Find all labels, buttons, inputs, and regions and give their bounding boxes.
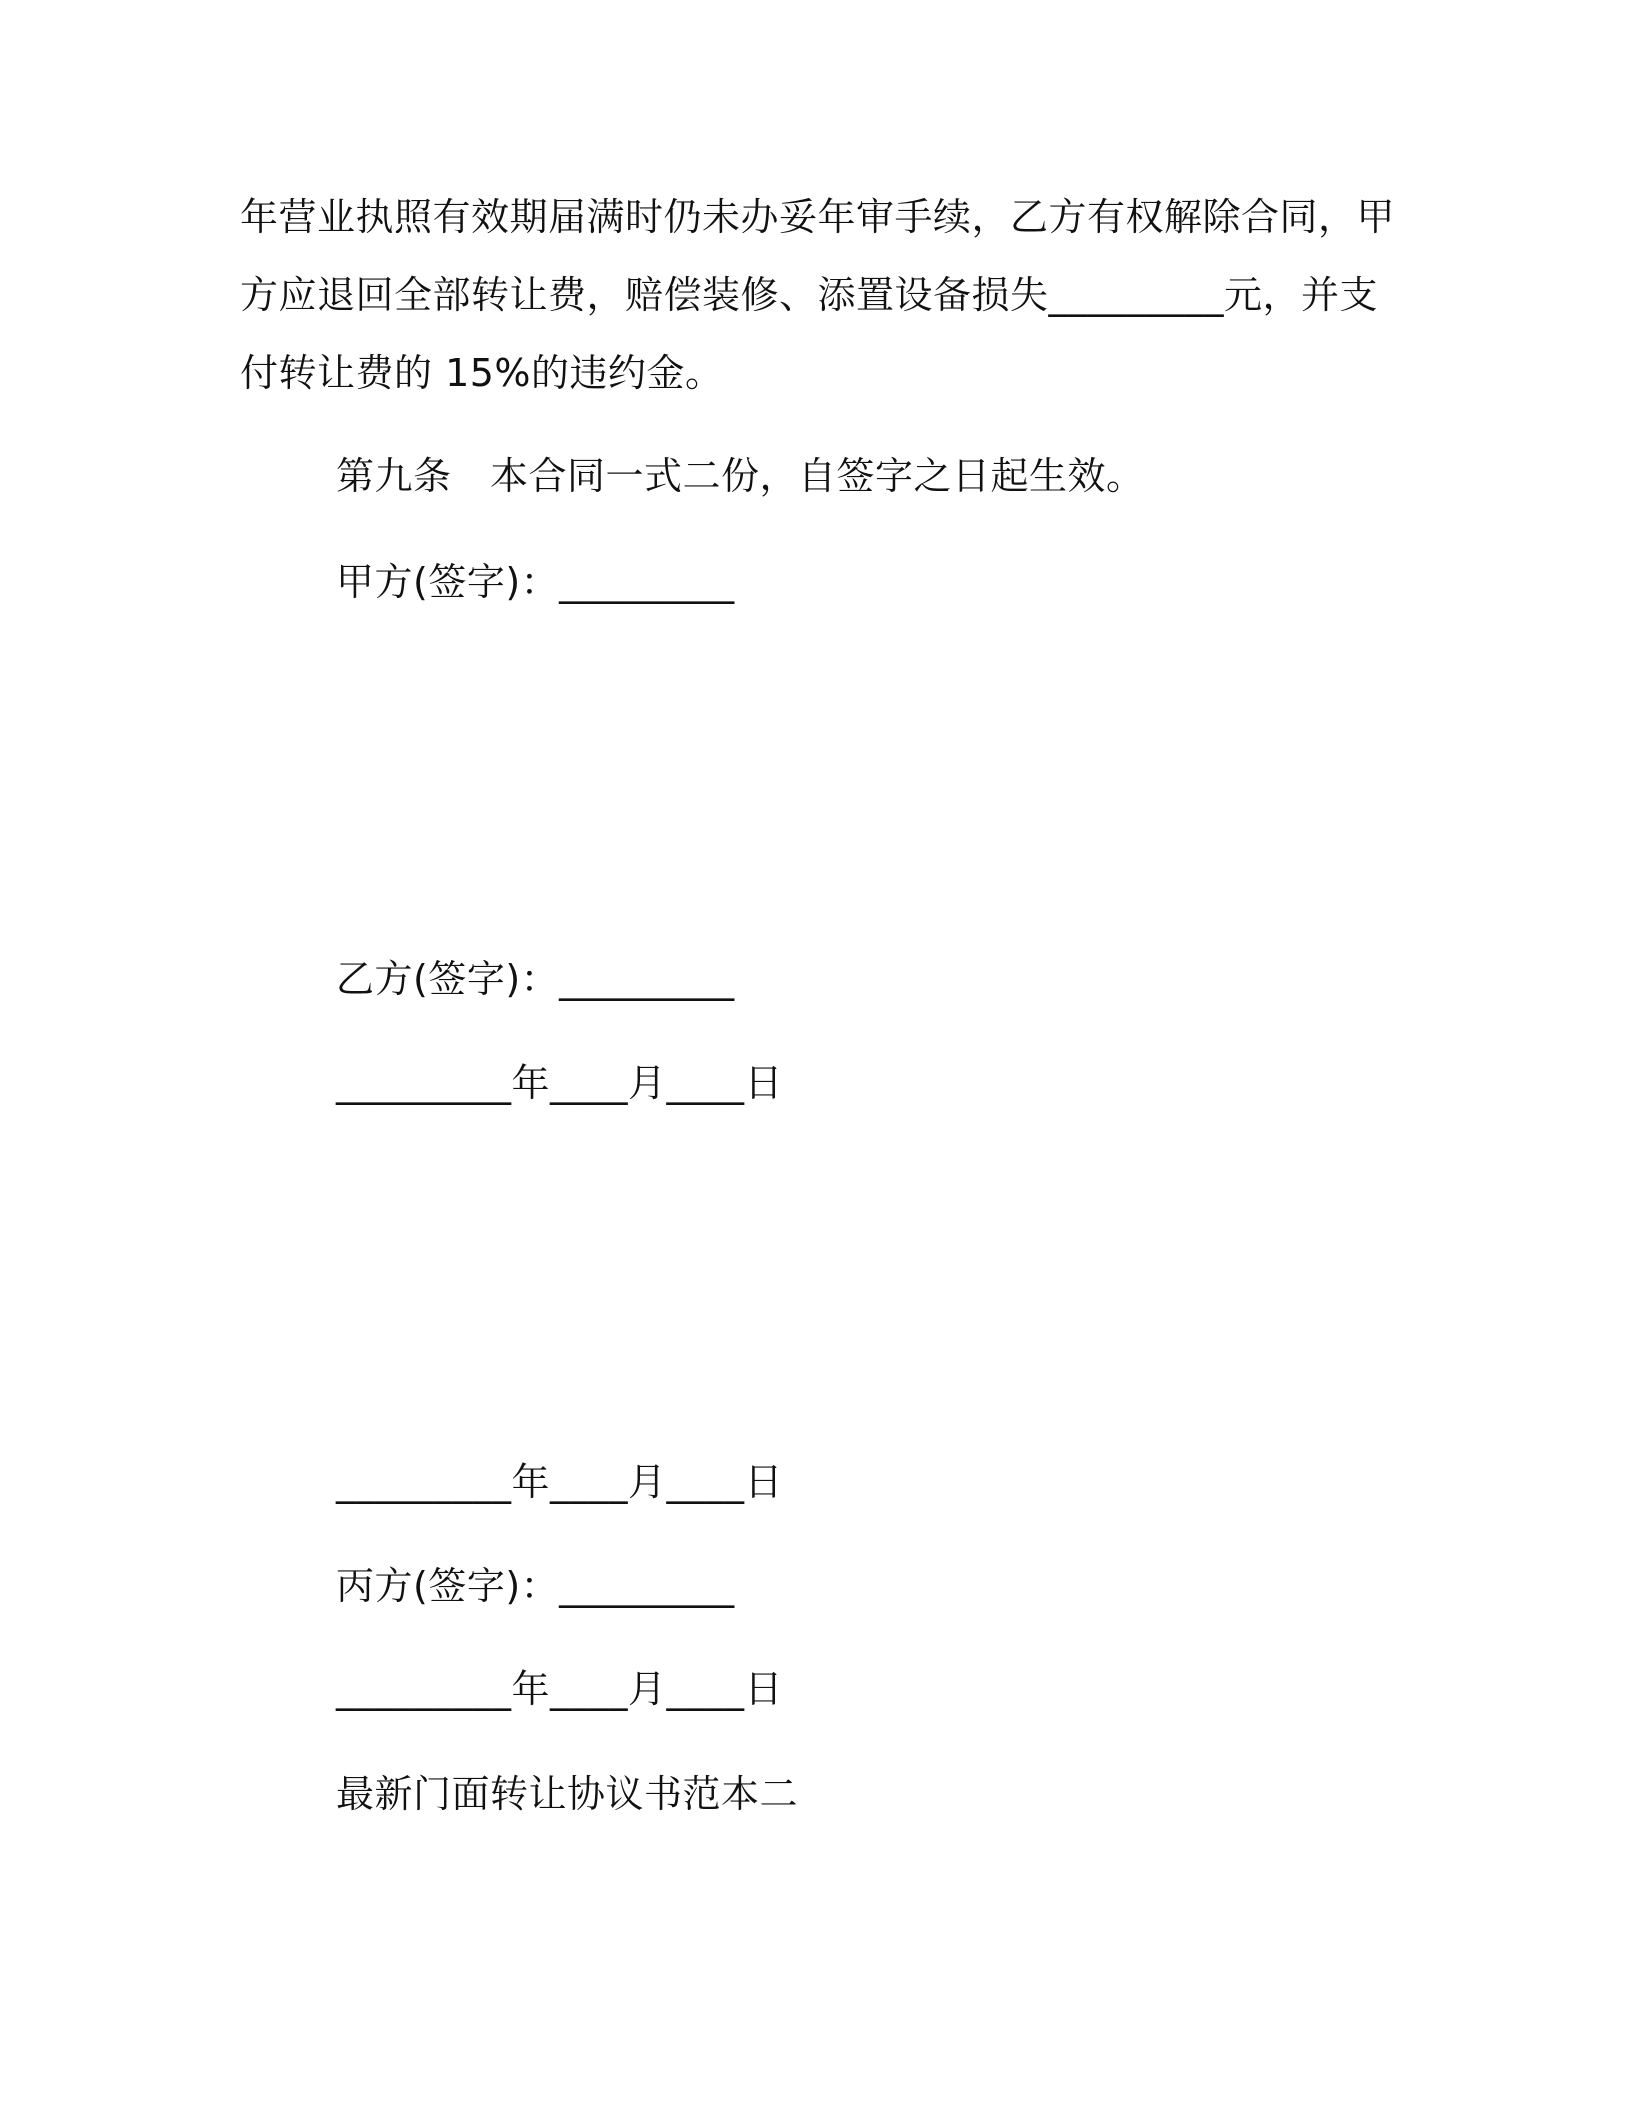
article-9: 第九条 本合同一式二份，自签字之日起生效。 <box>336 454 1145 498</box>
date-line: _________年____月____日 <box>336 1460 784 1504</box>
date-line: _________年____月____日 <box>336 1667 784 1711</box>
party-c-signature: 丙方(签字)：_________ <box>336 1564 735 1608</box>
party-a-signature: 甲方(签字)：_________ <box>336 560 735 604</box>
section-title: 最新门面转让协议书范本二 <box>336 1772 799 1816</box>
clause-text-line-2: 方应退回全部转让费，赔偿装修、添置设备损失_________元，并支 <box>240 273 1379 317</box>
clause-text-line-1: 年营业执照有效期届满时仍未办妥年审手续，乙方有权解除合同，甲 <box>240 195 1396 239</box>
date-line: _________年____月____日 <box>336 1061 784 1105</box>
party-b-signature: 乙方(签字)：_________ <box>336 957 735 1001</box>
clause-text-line-3: 付转让费的 15%的违约金。 <box>240 351 724 395</box>
